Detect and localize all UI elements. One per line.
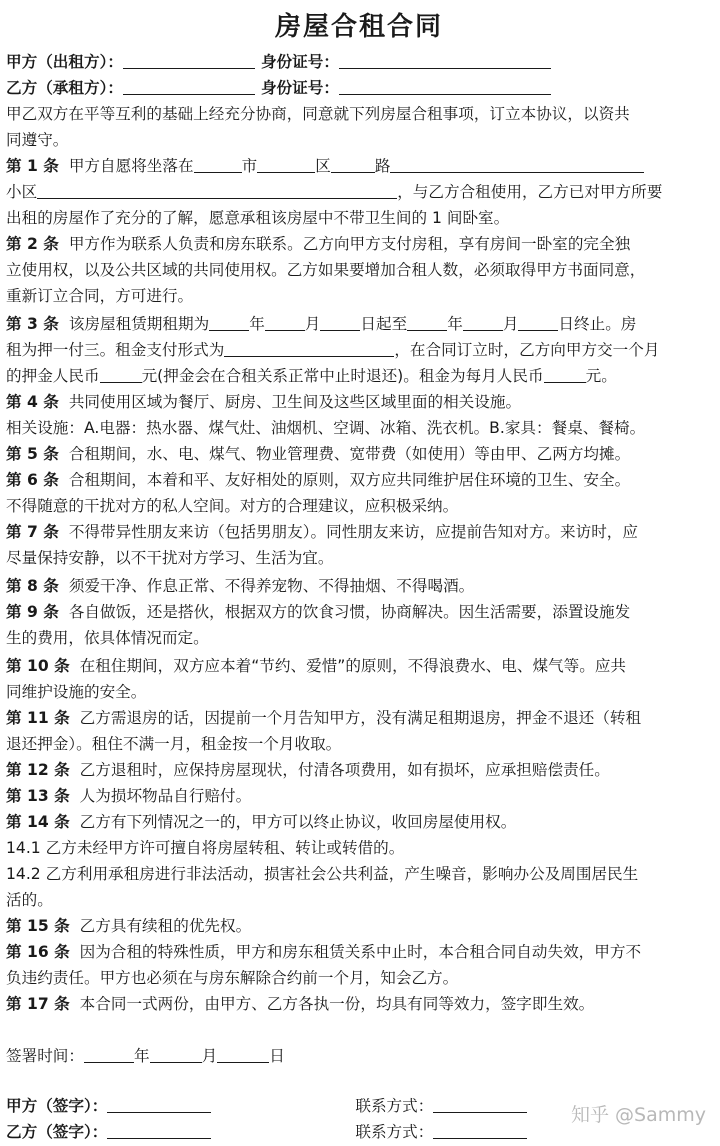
article-15-line-1 — [6, 916, 712, 936]
article-2-line-3: 重新订立合同，方可进行。 — [6, 287, 194, 305]
article-14-sub-2-line-1: 14.2 乙方利用承租房进行非法活动，损害社会公共利益，产生噪音，影响办公及周围居民生 — [6, 865, 639, 883]
article-1-label: 第 1 条 — [6, 157, 59, 175]
community-blank — [37, 184, 397, 199]
article-13-text: 人为损坏物品自行赔付。 — [79, 787, 252, 805]
sign-year-label: 年 — [133, 1047, 150, 1065]
rent-blank — [544, 368, 586, 383]
article-9-line-1 — [6, 602, 712, 622]
article-2-line-1 — [6, 234, 712, 254]
article-10-text: 在租住期间，双方应本着“节约、爱惜”的原则，不得浪费水、电、煤气等。应共 — [79, 657, 627, 675]
district-blank — [257, 158, 315, 173]
article-15-text: 乙方具有续租的优先权。 — [79, 917, 252, 935]
article-7-line-2: 尽量保持安静，以不干扰对方学习、生活为宜。 — [6, 549, 334, 567]
start-day-blank — [320, 316, 360, 331]
article-9-text: 各自做饭，还是搭伙，根据双方的饮食习惯，协商解决。因生活需要，添置设施发 — [68, 603, 631, 621]
article-4-line-2: 相关设施：A.电器：热水器、煤气灶、油烟机、空调、冰箱、洗衣机。B.家具：餐桌、餐椅。 — [6, 419, 646, 437]
start-month-label: 月 — [304, 315, 321, 333]
article-7-label: 第 7 条 — [6, 523, 59, 541]
article-14-label: 第 14 条 — [6, 813, 70, 831]
party-a-id-blank — [339, 54, 551, 69]
party-a-signature-label: 甲方（签字）： — [6, 1097, 108, 1115]
party-a-row — [6, 52, 712, 72]
article-9-label: 第 9 条 — [6, 603, 59, 621]
article-16-text: 因为合租的特殊性质，甲方和房东租赁关系中止时，本合租合同自动失效，甲方不 — [79, 943, 642, 961]
end-year-label: 年 — [447, 315, 463, 333]
article-10-line-1 — [6, 656, 712, 676]
article-12-text: 乙方退租时，应保持房屋现状，付清各项费用，如有损坏，应承担赔偿责任。 — [79, 761, 610, 779]
party-b-id-label: 身份证号： — [260, 79, 339, 97]
signing-date-label: 签署时间： — [6, 1047, 84, 1065]
article-12-label: 第 12 条 — [6, 761, 70, 779]
article-12-line-1 — [6, 760, 712, 780]
deposit-label: 的押金人民币 — [6, 367, 100, 385]
city-label: 市 — [241, 157, 258, 175]
community-label: 小区 — [6, 183, 38, 201]
article-5-text: 合租期间，水、电、煤气、物业管理费、宽带费（如使用）等由甲、乙两方均摊。 — [68, 445, 631, 463]
article-17-label: 第 17 条 — [6, 995, 70, 1013]
article-2-line-2: 立使用权，以及公共区域的共同使用权。乙方如果要增加合租人数，必须取得甲方书面同意， — [6, 261, 646, 279]
party-b-contact-label: 联系方式： — [355, 1123, 434, 1141]
sign-day-blank — [217, 1048, 269, 1063]
article-15-label: 第 15 条 — [6, 917, 70, 935]
article-17-text: 本合同一式两份，由甲方、乙方各执一份，均具有同等效力，签字即生效。 — [79, 995, 595, 1013]
article-1-line-2 — [6, 182, 712, 202]
end-month-label: 月 — [502, 315, 519, 333]
start-year-blank — [209, 316, 249, 331]
party-a-label: 甲方（出租方）： — [6, 53, 123, 71]
article-4-label: 第 4 条 — [6, 393, 59, 411]
article-16-line-2: 负违约责任。甲方也必须在与房东解除合约前一个月，知会乙方。 — [6, 969, 459, 987]
article-8-label: 第 8 条 — [6, 577, 59, 595]
article-1-line-3: 出租的房屋作了充分的了解，愿意承租该房屋中不带卫生间的 1 间卧室。 — [6, 209, 510, 227]
article-2-text: 甲方作为联系人负责和房东联系。乙方向甲方支付房租，享有房间一卧室的完全独 — [68, 235, 631, 253]
article-10-label: 第 10 条 — [6, 657, 70, 675]
road-label: 路 — [374, 157, 391, 175]
party-b-id-blank — [339, 80, 551, 95]
article-1-text: 甲方自愿将坐落在 — [68, 157, 194, 175]
end-day-label: 日终止。房 — [558, 315, 637, 333]
sign-year-blank — [84, 1048, 134, 1063]
party-a-contact-blank — [433, 1098, 527, 1113]
road-blank — [331, 158, 375, 173]
end-year-blank — [407, 316, 447, 331]
article-3-line-2 — [6, 340, 712, 360]
article-9-line-2: 生的费用，依具体情况而定。 — [6, 629, 209, 647]
sign-day-label: 日 — [269, 1047, 285, 1065]
article-4-text: 共同使用区域为餐厅、厨房、卫生间及这些区域里面的相关设施。 — [68, 393, 522, 411]
party-a-signature-blank — [107, 1098, 211, 1113]
party-a-id-label: 身份证号： — [260, 53, 339, 71]
district-label: 区 — [315, 157, 331, 175]
party-a-contact-label: 联系方式： — [355, 1097, 434, 1115]
intro-line-2: 同遵守。 — [6, 131, 69, 149]
article-1-text-2: ，与乙方合租使用，乙方已对甲方所要 — [397, 183, 663, 201]
article-5-line-1 — [6, 444, 712, 464]
article-14-sub-2-line-2: 活的。 — [6, 891, 53, 909]
watermark: 知乎 @Sammy — [570, 1104, 706, 1126]
article-8-line-1 — [6, 576, 712, 596]
article-1-line-1 — [6, 156, 712, 176]
signing-date-row — [6, 1046, 712, 1066]
article-2-label: 第 2 条 — [6, 235, 59, 253]
article-11-line-1 — [6, 708, 712, 728]
deposit-blank — [100, 368, 142, 383]
article-11-line-2: 退还押金）。租住不满一月，租金按一个月收取。 — [6, 735, 342, 753]
article-5-label: 第 5 条 — [6, 445, 59, 463]
start-day-label: 日起至 — [360, 315, 408, 333]
rent-unit: 元。 — [585, 367, 617, 385]
rent-label: 元(押金会在合租关系正常中止时退还)。租金为每月人民币 — [141, 367, 544, 385]
article-13-label: 第 13 条 — [6, 787, 70, 805]
article-13-line-1 — [6, 786, 712, 806]
article-11-label: 第 11 条 — [6, 709, 70, 727]
article-6-label: 第 6 条 — [6, 471, 59, 489]
payment-form-label: 租为押一付三。租金支付形式为 — [6, 341, 225, 359]
start-month-blank — [265, 316, 305, 331]
intro-line-1: 甲乙双方在平等互利的基础上经充分协商，同意就下列房屋合租事项，订立本协议，以资共 — [6, 105, 630, 123]
article-16-line-1 — [6, 942, 712, 962]
article-6-line-2: 不得随意的干扰对方的私人空间。对方的合理建议，应积极采纳。 — [6, 497, 459, 515]
start-year-label: 年 — [249, 315, 265, 333]
article-8-text: 须爱干净、作息正常、不得养宠物、不得抽烟、不得喝酒。 — [68, 577, 475, 595]
article-11-text: 乙方需退房的话，因提前一个月告知甲方，没有满足租期退房，押金不退还（转租 — [79, 709, 642, 727]
article-14-line-1 — [6, 812, 712, 832]
end-day-blank — [518, 316, 558, 331]
party-b-row — [6, 78, 712, 98]
article-3-text: 该房屋租赁期租期为 — [68, 315, 210, 333]
party-b-blank — [123, 80, 255, 95]
article-7-text: 不得带异性朋友来访（包括男朋友）。同性朋友来访，应提前告知对方。来访时，应 — [68, 523, 638, 541]
article-10-line-2: 同维护设施的安全。 — [6, 683, 147, 701]
payment-form-blank — [224, 342, 394, 357]
road-detail-blank — [390, 158, 644, 173]
party-b-signature-blank — [107, 1124, 211, 1139]
sign-month-blank — [150, 1048, 202, 1063]
party-b-signature-label: 乙方（签字）： — [6, 1123, 108, 1141]
city-blank — [194, 158, 242, 173]
article-3-line-1 — [6, 314, 712, 334]
party-b-label: 乙方（承租方）： — [6, 79, 123, 97]
article-14-text: 乙方有下列情况之一的，甲方可以终止协议，收回房屋使用权。 — [79, 813, 517, 831]
article-16-label: 第 16 条 — [6, 943, 70, 961]
article-6-text: 合租期间，本着和平、友好相处的原则，双方应共同维护居住环境的卫生、安全。 — [68, 471, 631, 489]
article-3-label: 第 3 条 — [6, 315, 59, 333]
party-b-contact-blank — [433, 1124, 527, 1139]
article-3-text-2: ，在合同订立时，乙方向甲方交一个月 — [394, 341, 660, 359]
article-3-line-3 — [6, 366, 712, 386]
article-6-line-1 — [6, 470, 712, 490]
document-title: 房屋合租合同 — [274, 12, 443, 42]
article-4-line-1 — [6, 392, 712, 412]
end-month-blank — [463, 316, 503, 331]
party-a-blank — [123, 54, 255, 69]
article-14-sub-1: 14.1 乙方未经甲方许可擅自将房屋转租、转让或转借的。 — [6, 839, 405, 857]
sign-month-label: 月 — [201, 1047, 218, 1065]
article-17-line-1 — [6, 994, 712, 1014]
article-7-line-1 — [6, 522, 712, 542]
